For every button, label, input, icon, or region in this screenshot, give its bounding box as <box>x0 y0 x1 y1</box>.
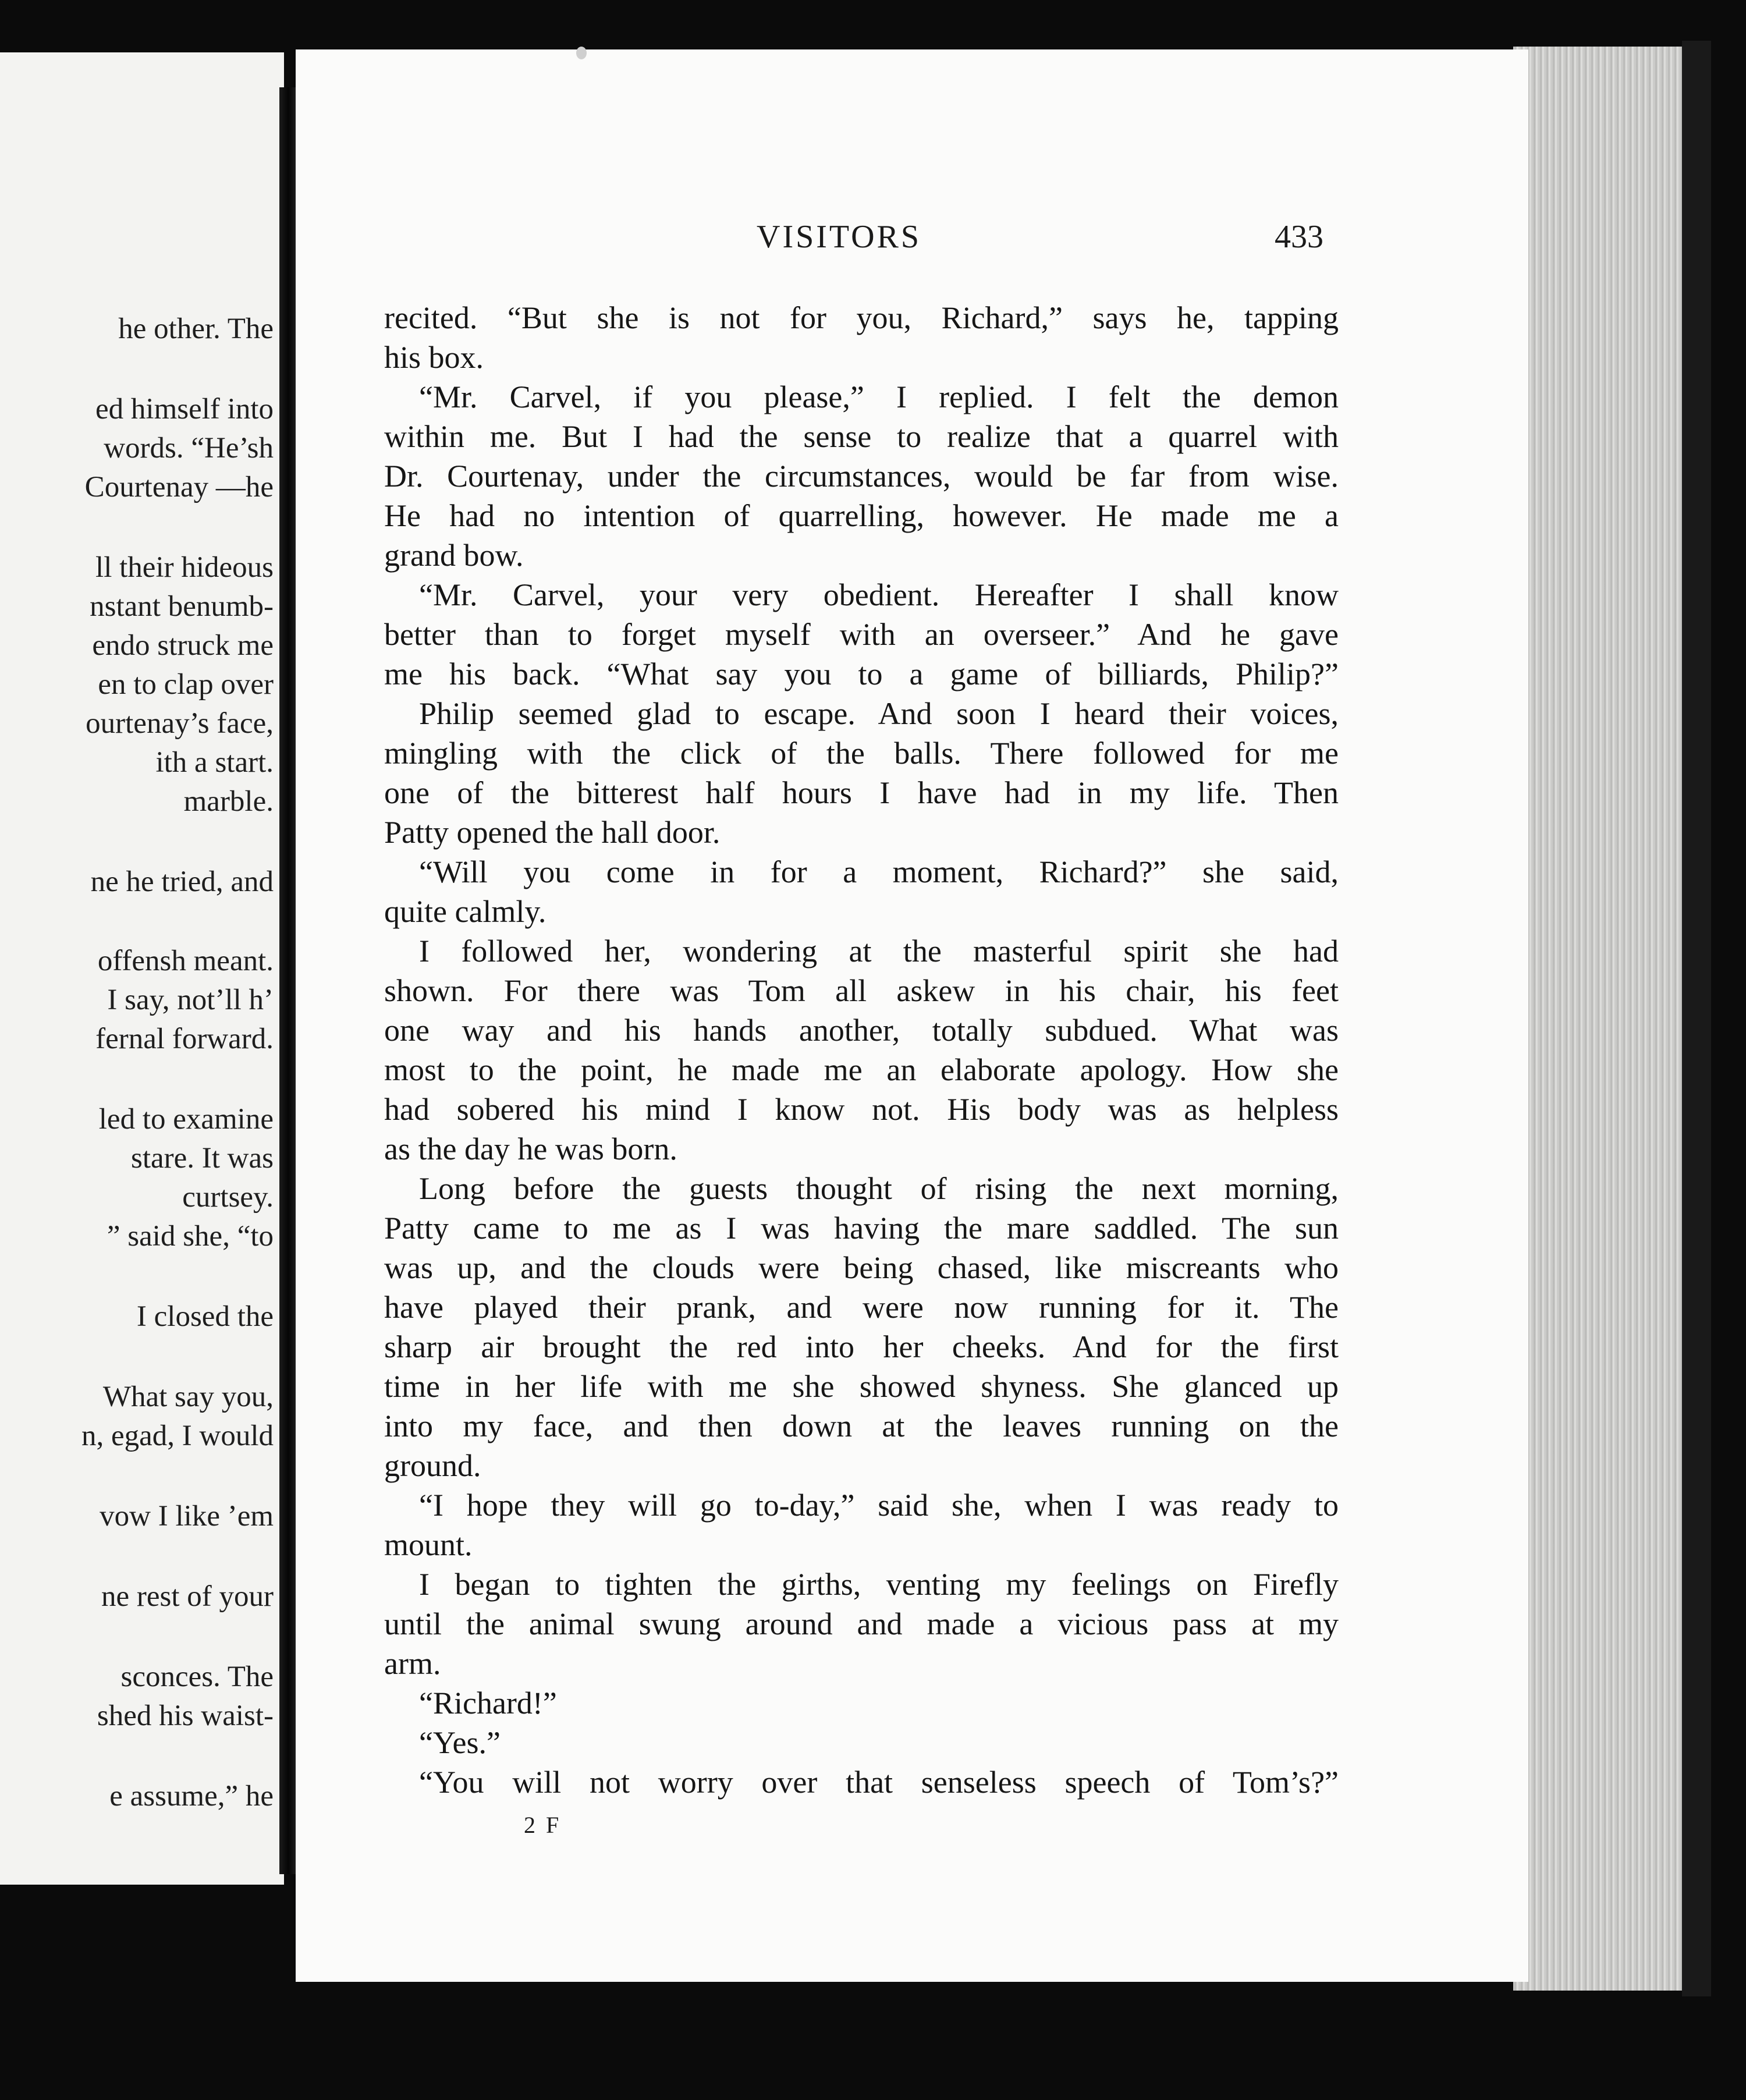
text-line: have played their prank, and were now running for it. The <box>384 1290 1339 1325</box>
text-line: “Mr. Carvel, if you please,” I replied. I felt the demon <box>419 379 1339 414</box>
text-line: arm. <box>384 1646 441 1681</box>
page-body-text <box>384 298 1339 1802</box>
text-line: Dr. Courtenay, under the circumstances, would be far from wise. <box>384 459 1339 494</box>
left-page-fragment: ourtenay’s face, <box>86 707 274 740</box>
left-page-fragment: ll their hideous <box>95 551 274 584</box>
text-line: grand bow. <box>384 538 524 573</box>
left-page-fragment: I say, not’ll h’ <box>107 984 274 1016</box>
text-line: “Yes.” <box>419 1725 501 1760</box>
text-line: shown. For there was Tom all askew in his chair, his feet <box>384 973 1339 1008</box>
text-line: mingling with the click of the balls. There followed for me <box>384 736 1339 771</box>
text-line: me his back. “What say you to a game of billiards, Philip?” <box>384 657 1339 691</box>
text-line: time in her life with me she showed shyness. She glanced up <box>384 1369 1339 1404</box>
text-line: as the day he was born. <box>384 1131 677 1166</box>
text-line: Patty came to me as I was having the mare saddled. The sun <box>384 1211 1339 1246</box>
left-page-fragment: I closed the <box>136 1300 274 1333</box>
text-line: “Richard!” <box>419 1686 557 1721</box>
left-page-fragment: e assume,” he <box>109 1780 274 1812</box>
text-line: “Mr. Carvel, your very obedient. Hereafter I shall know <box>419 577 1339 612</box>
left-page-fragment: ith a start. <box>155 746 274 779</box>
page-block-edge <box>1513 47 1688 1991</box>
page-edge-shadow <box>1682 41 1711 1996</box>
text-line: one way and his hands another, totally subdued. What was <box>384 1013 1339 1048</box>
text-line: into my face, and then down at the leaves running on the <box>384 1409 1339 1443</box>
text-line: “I hope they will go to-day,” said she, when I was ready to <box>419 1488 1339 1523</box>
text-line: was up, and the clouds were being chased, like miscreants who <box>384 1250 1339 1285</box>
text-line: I followed her, wondering at the masterful spirit she had <box>419 934 1339 969</box>
page-number: 433 <box>1275 219 1323 255</box>
left-facing-page <box>0 52 284 1885</box>
text-line: I began to tighten the girths, venting my feelings on Firefly <box>419 1567 1339 1602</box>
text-line: “You will not worry over that senseless speech of Tom’s?” <box>419 1765 1339 1800</box>
text-line: Philip seemed glad to escape. And soon I heard their voices, <box>419 696 1339 731</box>
left-page-fragment: Courtenay —he <box>84 471 274 503</box>
left-page-fragment: words. “He’sh <box>104 432 274 464</box>
text-line: Patty opened the hall door. <box>384 815 721 850</box>
text-line: quite calmly. <box>384 894 546 929</box>
text-line: mount. <box>384 1527 473 1562</box>
left-page-fragment: he other. The <box>118 313 274 345</box>
left-page-fragment: nstant benumb- <box>90 590 274 623</box>
left-page-fragment: What say you, <box>102 1381 274 1413</box>
signature-mark: 2 F <box>524 1812 562 1838</box>
left-page-fragment: n, egad, I would <box>81 1420 274 1452</box>
text-line: better than to forget myself with an overseer.” And he gave <box>384 617 1339 652</box>
left-page-fragment: fernal forward. <box>95 1023 274 1055</box>
left-page-fragment: offensh meant. <box>97 945 274 977</box>
left-page-fragment: ne he tried, and <box>90 865 274 898</box>
left-page-fragment: sconces. The <box>120 1661 274 1693</box>
text-line: recited. “But she is not for you, Richard,” says he, tapping <box>384 300 1339 335</box>
text-line: had sobered his mind I know not. His body was as helpless <box>384 1092 1339 1127</box>
left-page-fragment: marble. <box>183 785 274 818</box>
text-line: Long before the guests thought of rising the next morning, <box>419 1171 1339 1206</box>
text-line: ground. <box>384 1448 481 1483</box>
running-head: VISITORS <box>757 219 922 255</box>
left-page-fragment: vow I like ’em <box>100 1500 274 1533</box>
left-page-fragment: curtsey. <box>182 1181 274 1214</box>
left-page-fragment: en to clap over <box>98 668 274 701</box>
left-page-fragment: ed himself into <box>95 393 274 425</box>
left-page-fragment: ” said she, “to <box>107 1220 274 1253</box>
text-line: He had no intention of quarrelling, however. He made me a <box>384 498 1339 533</box>
text-line: one of the bitterest half hours I have had in my life. Then <box>384 775 1339 810</box>
text-line: until the animal swung around and made a vicious pass at my <box>384 1606 1339 1641</box>
left-page-fragment: shed his waist- <box>97 1700 274 1732</box>
left-page-fragment: led to examine <box>98 1103 274 1136</box>
left-page-fragment: stare. It was <box>131 1142 274 1175</box>
text-line: “Will you come in for a moment, Richard?” she said, <box>419 854 1339 889</box>
text-line: within me. But I had the sense to realize that a quarrel with <box>384 419 1339 454</box>
left-page-fragment: ne rest of your <box>101 1580 274 1613</box>
text-line: most to the point, he made me an elaborate apology. How she <box>384 1052 1339 1087</box>
text-line: his box. <box>384 340 484 375</box>
left-page-fragment: endo struck me <box>92 629 274 662</box>
paper-speck <box>576 47 587 59</box>
text-line: sharp air brought the red into her cheeks. And for the first <box>384 1329 1339 1364</box>
